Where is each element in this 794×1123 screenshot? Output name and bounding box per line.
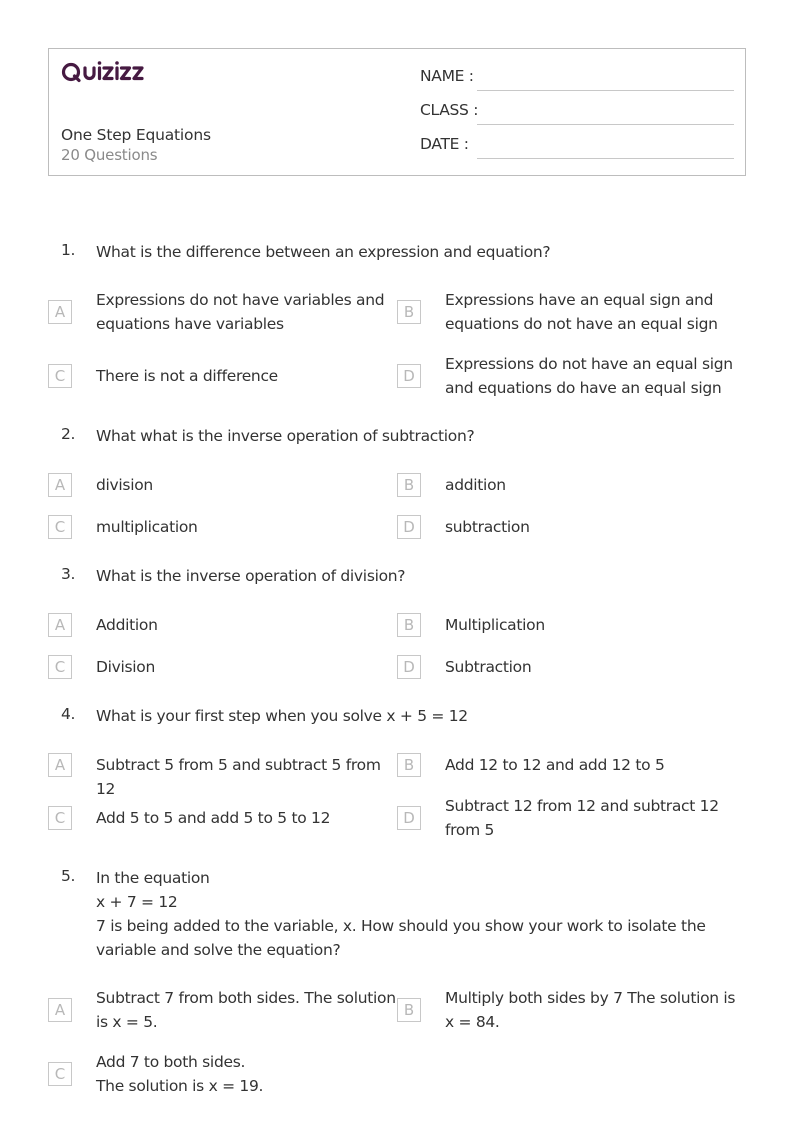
option-letter-box[interactable]: D xyxy=(397,655,421,679)
option-text: Division xyxy=(96,658,156,676)
question-text: What is the difference between an expression and equation? xyxy=(96,243,551,261)
option-letter-box[interactable]: C xyxy=(48,806,72,830)
option-letter-box[interactable]: A xyxy=(48,753,72,777)
option-letter-box[interactable]: B xyxy=(397,998,421,1022)
question-number: 2. xyxy=(61,425,76,443)
question-text: What what is the inverse operation of subtraction? xyxy=(96,427,475,445)
question-text: In the equation x + 7 = 12 7 is being added to the variable, x. How should you show your work to isolate the variable and solve the equation? xyxy=(96,869,706,959)
option-letter-box[interactable]: D xyxy=(397,364,421,388)
name-label: NAME : xyxy=(420,67,474,85)
question-text: What is the inverse operation of division? xyxy=(96,567,406,585)
option-text: Multiply both sides by 7 The solution is x = 84. xyxy=(445,989,736,1031)
option-text: Expressions do not have an equal sign and equations do have an equal sign xyxy=(445,355,733,397)
option-text: multiplication xyxy=(96,518,198,536)
option-text: Add 7 to both sides. The solution is x = 19. xyxy=(96,1053,264,1095)
option-letter-box[interactable]: C xyxy=(48,515,72,539)
option-letter-box[interactable]: C xyxy=(48,655,72,679)
name-field[interactable] xyxy=(420,67,734,91)
question-number: 5. xyxy=(61,867,76,885)
option-text: division xyxy=(96,476,153,494)
date-field[interactable] xyxy=(420,135,734,159)
option-text: Add 5 to 5 and add 5 to 5 to 12 xyxy=(96,809,331,827)
name-line[interactable] xyxy=(477,90,734,91)
question-text: What is your first step when you solve x + 5 = 12 xyxy=(96,707,468,725)
option-letter-box[interactable]: A xyxy=(48,473,72,497)
option-text: Subtract 12 from 12 and subtract 12 from 5 xyxy=(445,797,719,839)
option-letter-box[interactable]: D xyxy=(397,515,421,539)
option-letter-box[interactable]: B xyxy=(397,473,421,497)
option-text: Multiplication xyxy=(445,616,545,634)
option-text: subtraction xyxy=(445,518,530,536)
class-line[interactable] xyxy=(477,124,734,125)
option-letter-box[interactable]: B xyxy=(397,300,421,324)
option-text: There is not a difference xyxy=(96,367,278,385)
option-letter-box[interactable]: C xyxy=(48,1062,72,1086)
class-label: CLASS : xyxy=(420,101,479,119)
option-text: Subtraction xyxy=(445,658,532,676)
option-text: Expressions do not have variables and equations have variables xyxy=(96,291,385,333)
option-letter-box[interactable]: A xyxy=(48,998,72,1022)
date-line[interactable] xyxy=(477,158,734,159)
option-text: Subtract 7 from both sides. The solution is x = 5. xyxy=(96,989,396,1031)
option-text: Addition xyxy=(96,616,158,634)
option-text: Subtract 5 from 5 and subtract 5 from 12 xyxy=(96,756,381,798)
question-number: 3. xyxy=(61,565,76,583)
date-label: DATE : xyxy=(420,135,469,153)
option-letter-box[interactable]: B xyxy=(397,753,421,777)
question-number: 4. xyxy=(61,705,76,723)
question-number: 1. xyxy=(61,241,76,259)
question-count: 20 Questions xyxy=(61,146,158,164)
option-text: Add 12 to 12 and add 12 to 5 xyxy=(445,756,665,774)
option-letter-box[interactable]: A xyxy=(48,300,72,324)
option-letter-box[interactable]: D xyxy=(397,806,421,830)
option-letter-box[interactable]: A xyxy=(48,613,72,637)
option-text: Expressions have an equal sign and equations do not have an equal sign xyxy=(445,291,718,333)
option-letter-box[interactable]: C xyxy=(48,364,72,388)
class-field[interactable] xyxy=(420,101,734,125)
option-text: addition xyxy=(445,476,506,494)
worksheet-header xyxy=(48,48,746,176)
quizizz-logo xyxy=(61,59,153,87)
option-letter-box[interactable]: B xyxy=(397,613,421,637)
worksheet-title: One Step Equations xyxy=(61,126,211,144)
